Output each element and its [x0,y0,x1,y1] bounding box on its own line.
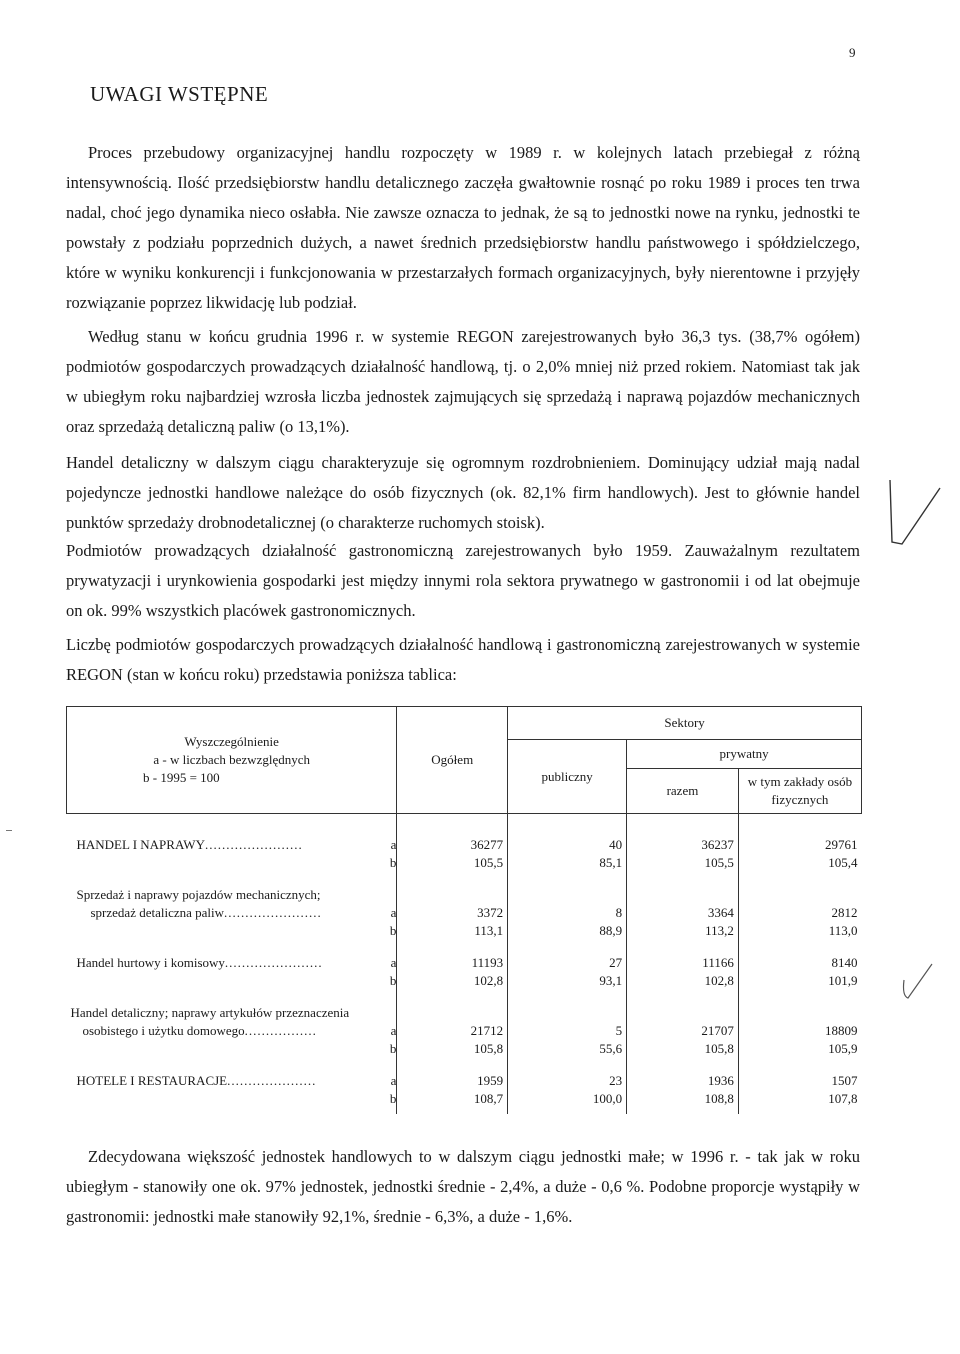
cell-public-b: 55,6 [508,1040,627,1058]
row-label [67,922,397,940]
paragraph-table-intro [66,630,860,690]
row-dots: ....................... [204,837,303,852]
cell-private-individuals-b: 107,8 [738,1090,861,1108]
row-label [67,954,397,972]
row-label [67,904,397,922]
cell-public-a: 40 [508,836,627,854]
row-marker-b: b [389,973,397,988]
handwritten-check-mark-small [898,960,938,1010]
cell-total-a: 11193 [397,954,508,972]
cell-public-b: 100,0 [508,1090,627,1108]
table-row [67,922,862,940]
table-row [67,972,862,990]
paragraph-regon-text: Według stanu w końcu grudnia 1996 r. w systemie REGON zarejestrowanych było 36,3 tys. (38,7% ogółem) podmiotów gospodarczych prowadzących działalność handlową, tj. o 2,0% mniej niż przed rokiem. Natomiast tak jak w ubiegłym roku najbardziej wzrosła liczba jednostek zajmujących się sprzedażą i naprawą pojazdów mechanicznych oraz sprzedażą detaliczną paliw (o 13,1%). [66,327,860,436]
table-row [67,854,862,872]
cell-public-a: 8 [508,904,627,922]
header-private: prywatny [627,740,862,769]
cell-private-total-a: 36237 [627,836,739,854]
cell-private-individuals-a: 2812 [738,904,861,922]
cell-private-total-b: 102,8 [627,972,739,990]
handwritten-check-mark [884,478,944,548]
cell-private-total-a: 21707 [627,1022,739,1040]
paragraph-gastronomy-text: Podmiotów prowadzących działalność gastronomiczną zarejestrowanych było 1959. Zauważalnym rezultatem prywatyzacji i urynkowienia gospodarki jest między innymi rola sektora prywatnego w gastronomii i od lat obejmuje on ok. 99% wszystkich placówek gastronomicznych. [66,541,860,620]
row-dots: ....................... [224,955,323,970]
cell-total-b: 105,5 [397,854,508,872]
row-label [67,1072,397,1090]
paragraph-gastronomy [66,536,860,626]
cell-public-b: 85,1 [508,854,627,872]
table-row [67,1022,862,1040]
paragraph-regon [66,322,860,442]
row-marker-a: a [390,1023,397,1038]
cell-private-individuals-a: 18809 [738,1022,861,1040]
cell-public-b: 88,9 [508,922,627,940]
cell-public-a: 5 [508,1022,627,1040]
margin-dash [6,830,12,831]
paragraph-unit-size-text: Zdecydowana większość jednostek handlowych to w dalszym ciągu jednostki małe; w 1996 r. - tak jak w roku ubiegłym - stanowiły one ok. 97% jednostek, jednostki średnie - 2,4%, a duże - 0,6 %. Podobne proporcje wystąpiły w gastronomii: jednostki małe stanowiły 92,1%, średnie - 6,3%, a duże - 1,6%. [66,1147,860,1226]
paragraph-intro-text: Proces przebudowy organizacyjnej handlu rozpoczęty w 1989 r. w kolejnych latach przebiegał z różną intensywnością. Ilość przedsiębiorstw handlu detalicznego zaczęła gwałtownie rosnąć po roku 1989 i proces ten trwa nadal, choć jego dynamika nieco osłabła. Nie zawsze oznacza to jednak, że są to jednostki nowe na rynku, jednostki te powstały z podziału poprzednich dużych, a nawet średnich przedsiębiorstw handlu państwowego i spółdzielczego, które w wyniku konkurencji i funkcjonowania w przestarzałych formach organizacyjnych, były nierentowne i przyjęły rozwiązanie poprzez likwidację lub podział. [66,143,860,312]
cell-private-total-a: 11166 [627,954,739,972]
row-label [67,1090,397,1108]
row-label-text: sprzedaż detaliczna paliw [90,905,225,920]
cell-private-individuals-b: 113,0 [738,922,861,940]
row-marker-a: a [390,837,397,852]
header-private-individuals: w tym zakłady osób fizycznych [738,769,861,814]
row-dots: ................. [244,1023,317,1038]
table-row [67,1040,862,1058]
row-dots: ....................... [224,905,322,920]
row-label-text: HANDEL I NAPRAWY [76,837,205,852]
row-marker-a: a [390,1073,397,1088]
cell-total-b: 108,7 [397,1090,508,1108]
cell-public-a: 27 [508,954,627,972]
cell-total-b: 113,1 [397,922,508,940]
cell-public-a: 23 [508,1072,627,1090]
cell-total-a: 1959 [397,1072,508,1090]
paragraph-retail [66,448,860,538]
table-row [67,904,862,922]
paragraph-retail-text: Handel detaliczny w dalszym ciągu charakteryzuje się ogromnym rozdrobnieniem. Dominujący udział mają nadal pojedyncze jednostki handlowe należące do osób fizycznych (ok. 82,1% firm handlowych). Jest to głównie handel punktów sprzedaży drobnodetalicznej (o charakterze ruchomych stoisk). [66,453,860,532]
cell-private-individuals-a: 8140 [738,954,861,972]
table-row [67,836,862,854]
cell-private-individuals-b: 105,4 [738,854,861,872]
page-number: 9 [849,45,856,60]
row-label [67,972,397,990]
row-label [67,836,397,854]
table-row [67,1004,862,1022]
cell-private-total-a: 1936 [627,1072,739,1090]
cell-private-total-b: 105,8 [627,1040,739,1058]
header-specification [67,707,397,814]
row-label-line1: Sprzedaż i naprawy pojazdów mechanicznych; [76,887,321,902]
cell-private-individuals-b: 101,9 [738,972,861,990]
table-row [67,1072,862,1090]
row-marker-b: b [389,855,397,870]
cell-private-individuals-b: 105,9 [738,1040,861,1058]
cell-public-b: 93,1 [508,972,627,990]
regon-table [66,706,862,1114]
cell-private-individuals-a: 1507 [738,1072,861,1090]
row-marker-a: a [390,955,397,970]
row-label-text: HOTELE I RESTAURACJE [76,1073,228,1088]
header-total: Ogółem [397,707,508,814]
header-private-total: razem [627,769,739,814]
row-label-text: osobistego i użytku domowego [82,1023,245,1038]
paragraph-table-intro-text: Liczbę podmiotów gospodarczych prowadzących działalność handlową i gastronomiczną zarejestrowanych w systemie REGON (stan w końcu roku) przedstawia poniższa tablica: [66,635,860,684]
regon-table-grid [66,706,862,1114]
table-row [67,886,862,904]
cell-private-total-b: 105,5 [627,854,739,872]
cell-total-a: 36277 [397,836,508,854]
row-label-line1: Handel detaliczny; naprawy artykułów przeznaczenia [70,1005,350,1020]
cell-total-a: 21712 [397,1022,508,1040]
cell-private-total-b: 113,2 [627,922,739,940]
header-spec-line1: Wyszczególnienie [184,734,279,749]
paragraph-unit-size [66,1142,860,1232]
cell-total-b: 105,8 [397,1040,508,1058]
row-marker-b: b [389,923,397,938]
table-row [67,1090,862,1108]
cell-total-a: 3372 [397,904,508,922]
row-label [67,1040,397,1058]
cell-private-individuals-a: 29761 [738,836,861,854]
row-dots: ..................... [227,1073,317,1088]
section-heading: UWAGI WSTĘPNE [90,82,269,106]
row-marker-b: b [389,1091,397,1106]
cell-private-total-b: 108,8 [627,1090,739,1108]
header-public: publiczny [508,740,627,814]
header-spec-line2: a - w liczbach bezwzględnych [153,752,310,767]
header-spec-line3: b - 1995 = 100 [143,770,220,785]
cell-total-b: 102,8 [397,972,508,990]
paragraph-intro [66,138,860,318]
row-marker-b: b [389,1041,397,1056]
cell-private-total-a: 3364 [627,904,739,922]
header-sectors: Sektory [508,707,862,740]
row-label-text: Handel hurtowy i komisowy [76,955,225,970]
table-row [67,954,862,972]
row-marker-a: a [390,905,397,920]
row-label [67,854,397,872]
row-label [67,1022,397,1040]
